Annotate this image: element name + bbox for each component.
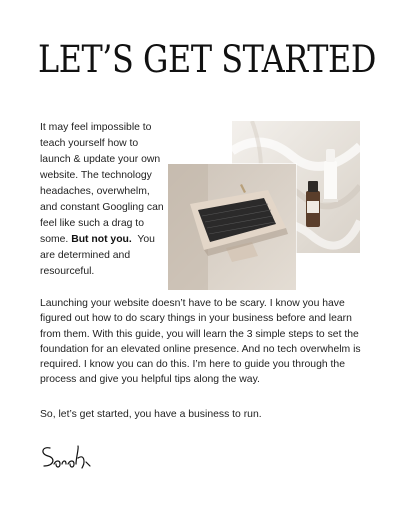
intro-text: It may feel impossible to teach yourself how to launch & update your own website. The technology headaches, overwhelm, and constant Googling can feel like such a drag to some. [40,122,164,245]
laptop-desk-photo [168,164,296,290]
closing-line: So, let’s get started, you have a business to run. [40,409,262,420]
intro-text-after: You are determined and resourceful. [40,234,155,277]
intro-paragraph [40,120,168,280]
signature-image [38,442,98,474]
signature-text [38,474,39,475]
signature [38,442,98,474]
body-paragraph: Launching your website doesn’t have to be scary. I know you have figured out how to do scary things in your business before and learn from them. With this guide, you will learn the 3 simple steps to set the foundation for an elevated online presence. And no tech overwhelm is required. I know you can do this. I’m here to guide you through the process and give you helpful tips along the way. [40,298,361,386]
page-title: LET’S GET STARTED [38,38,376,81]
laptop-desk-image [168,164,296,290]
intro-emphasis: But not you. [71,234,132,245]
